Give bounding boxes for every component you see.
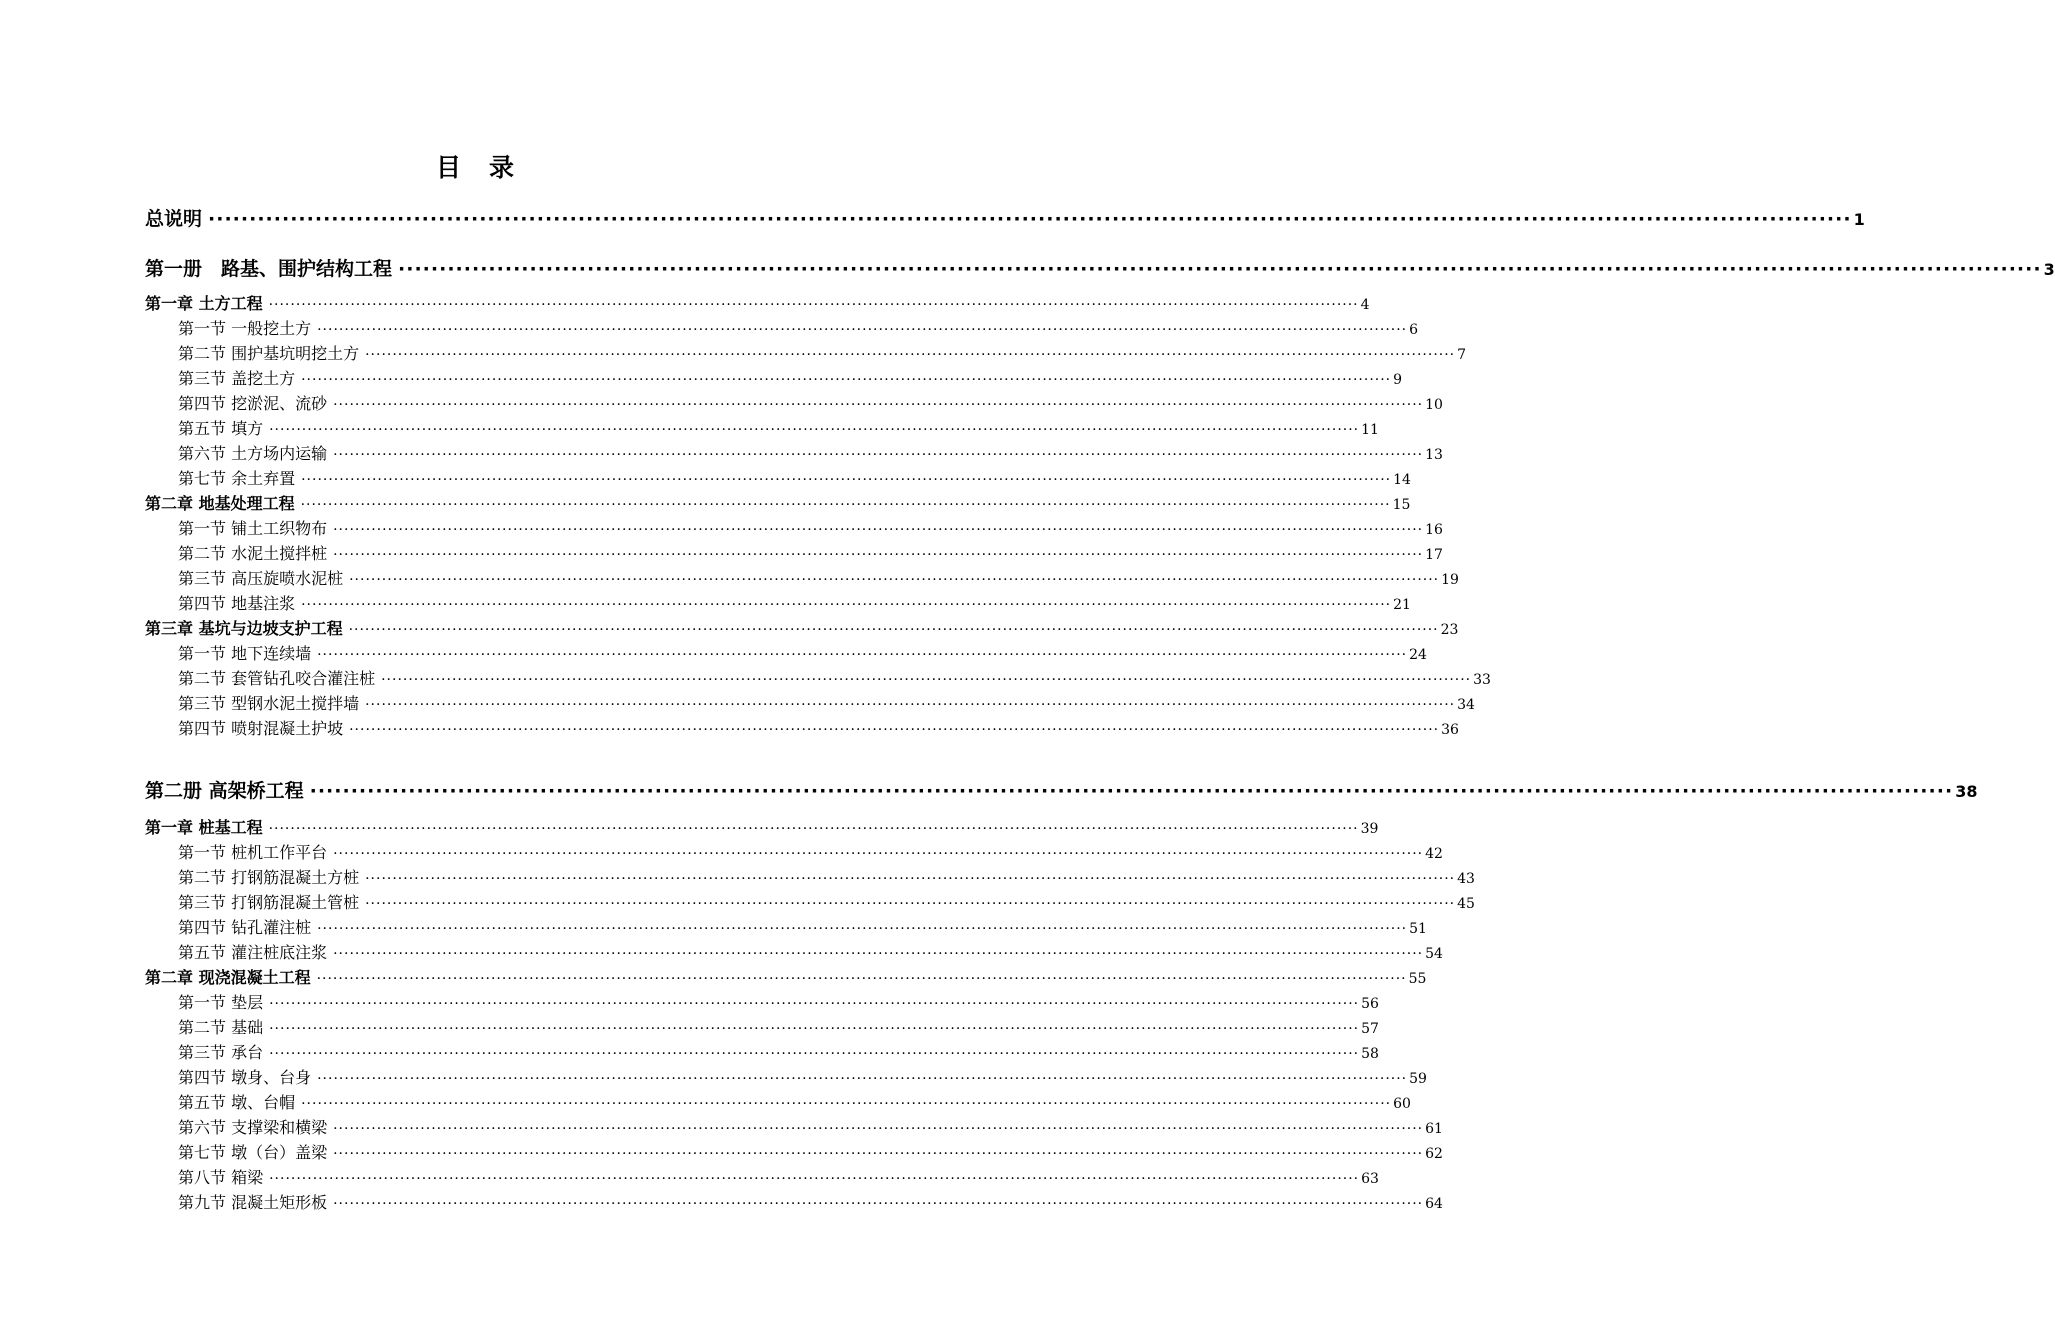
toc-entry-label: 第五节 墩、台帽 xyxy=(178,1093,296,1112)
toc-leader-dots: ········································································································································································································ xyxy=(317,647,1408,663)
toc-entry-label: 第二节 套管钻孔咬合灌注桩 xyxy=(178,669,376,688)
toc-entry-label: 第四节 地基注浆 xyxy=(178,594,296,613)
toc-entry-page: 36 xyxy=(1441,722,1459,738)
toc-entry-page: 19 xyxy=(1441,572,1459,588)
toc-section-entry[interactable] xyxy=(178,1040,1379,1063)
toc-chapter-entry[interactable] xyxy=(145,815,1379,838)
toc-leader-dots: ········································································································································································································ xyxy=(269,1021,1360,1037)
toc-leader-dots: ········································································································································································································ xyxy=(381,672,1472,688)
toc-entry-label: 第一节 桩机工作平台 xyxy=(178,843,328,862)
toc-leader-dots: ········································································································································································································ xyxy=(317,322,1408,338)
toc-leader-dots: ········································································································································································································ xyxy=(268,821,1359,837)
toc-entry-label: 第一节 垫层 xyxy=(178,993,264,1012)
toc-entry-page: 3 xyxy=(2043,260,2055,279)
toc-section-entry[interactable] xyxy=(178,1190,1443,1213)
toc-leader-dots: ········································································································································································································ xyxy=(349,722,1440,738)
toc-leader-dots: ········································································································································································································ xyxy=(365,871,1456,887)
toc-leader-dots: ········································································································································································································ xyxy=(301,1096,1392,1112)
toc-entry-label: 第一节 铺土工织物布 xyxy=(178,519,328,538)
toc-leader-dots: ········································································································································································································ xyxy=(269,996,1360,1012)
toc-entry-label: 第三节 高压旋喷水泥桩 xyxy=(178,569,344,588)
toc-leader-dots: ········································································································································································································ xyxy=(301,372,1392,388)
toc-section-entry[interactable] xyxy=(178,391,1443,414)
toc-section-entry[interactable] xyxy=(178,1140,1443,1163)
toc-leader-dots: ········································································································································································································ xyxy=(301,472,1392,488)
toc-entry-label: 第二节 基础 xyxy=(178,1018,264,1037)
toc-entry-label: 第二节 水泥土搅拌桩 xyxy=(178,544,328,563)
toc-entry-page: 60 xyxy=(1393,1096,1411,1112)
toc-entry-page: 11 xyxy=(1361,422,1379,438)
toc-leader-dots: ········································································································································································································ xyxy=(365,896,1456,912)
toc-leader-dots: ········································································································································································································ xyxy=(317,1071,1408,1087)
toc-entry-label: 第三节 型钢水泥土搅拌墙 xyxy=(178,694,360,713)
toc-entry-page: 24 xyxy=(1409,647,1427,663)
toc-leader-dots: ········································································································································································································ xyxy=(349,572,1440,588)
toc-title-right: 录 xyxy=(489,153,515,182)
toc-entry-page: 45 xyxy=(1457,896,1475,912)
toc-entry-label: 第二节 打钢筋混凝土方桩 xyxy=(178,868,360,887)
toc-part-entry[interactable] xyxy=(145,204,1865,231)
toc-section-entry[interactable] xyxy=(178,641,1427,664)
toc-entry-label: 第六节 土方场内运输 xyxy=(178,444,328,463)
toc-entry-page: 33 xyxy=(1473,672,1491,688)
toc-entry-label: 第八节 箱梁 xyxy=(178,1168,264,1187)
toc-entry-page: 57 xyxy=(1361,1021,1379,1037)
toc-section-entry[interactable] xyxy=(178,915,1427,938)
toc-chapter-entry[interactable] xyxy=(145,491,1411,514)
toc-section-entry[interactable] xyxy=(178,890,1475,913)
toc-chapter-entry[interactable] xyxy=(145,291,1370,314)
toc-leader-dots: ········································································································································································································ xyxy=(333,846,1424,862)
toc-entry-page: 7 xyxy=(1457,347,1467,363)
toc-leader-dots: ········································································································································································································ xyxy=(333,447,1424,463)
toc-leader-dots: ········································································································································································································ xyxy=(348,622,1439,638)
toc-leader-dots: ········································································································································································································ xyxy=(398,258,2042,280)
toc-entry-page: 56 xyxy=(1361,996,1379,1012)
toc-entry-label: 第二章 地基处理工程 xyxy=(145,494,295,513)
toc-leader-dots: ········································································································································································································ xyxy=(365,347,1456,363)
toc-entry-page: 43 xyxy=(1457,871,1475,887)
toc-entry-page: 6 xyxy=(1409,322,1419,338)
toc-section-entry[interactable] xyxy=(178,1115,1443,1138)
toc-section-entry[interactable] xyxy=(178,691,1475,714)
toc-leader-dots: ········································································································································································································ xyxy=(316,971,1407,987)
toc-leader-dots: ········································································································································································································ xyxy=(317,921,1408,937)
toc-section-entry[interactable] xyxy=(178,466,1411,489)
toc-section-entry[interactable] xyxy=(178,1065,1427,1088)
toc-entry-page: 10 xyxy=(1425,397,1443,413)
toc-section-entry[interactable] xyxy=(178,566,1459,589)
toc-leader-dots: ········································································································································································································ xyxy=(333,1121,1424,1137)
toc-entry-label: 第一章 桩基工程 xyxy=(145,818,263,837)
toc-entry-label: 第三节 承台 xyxy=(178,1043,264,1062)
toc-section-entry[interactable] xyxy=(178,416,1379,439)
toc-entry-page: 1 xyxy=(1853,210,1865,229)
toc-leader-dots: ········································································································································································································ xyxy=(269,422,1360,438)
toc-entry-page: 13 xyxy=(1425,447,1443,463)
toc-section-entry[interactable] xyxy=(178,541,1443,564)
toc-chapter-entry[interactable] xyxy=(145,965,1427,988)
toc-entry-page: 61 xyxy=(1425,1121,1443,1137)
toc-entry-label: 第三章 基坑与边坡支护工程 xyxy=(145,619,343,638)
toc-entry-label: 第二册 高架桥工程 xyxy=(145,780,304,802)
toc-entry-label: 第一节 一般挖土方 xyxy=(178,319,312,338)
toc-entry-label: 第四节 挖淤泥、流砂 xyxy=(178,394,328,413)
toc-entry-page: 15 xyxy=(1392,497,1411,513)
toc-leader-dots: ········································································································································································································ xyxy=(269,1046,1360,1062)
toc-entry-label: 第七节 墩（台）盖梁 xyxy=(178,1143,328,1162)
toc-entry-label: 第一节 地下连续墙 xyxy=(178,644,312,663)
toc-leader-dots: ········································································································································································································ xyxy=(300,497,1391,513)
toc-entry-page: 9 xyxy=(1393,372,1403,388)
toc-entry-page: 16 xyxy=(1425,522,1443,538)
toc-section-entry[interactable] xyxy=(178,990,1379,1013)
toc-leader-dots: ········································································································································································································ xyxy=(208,208,1852,230)
toc-leader-dots: ········································································································································································································ xyxy=(333,946,1424,962)
toc-leader-dots: ········································································································································································································ xyxy=(333,547,1424,563)
toc-section-entry[interactable] xyxy=(178,716,1459,739)
toc-part-entry[interactable] xyxy=(145,776,1978,803)
toc-entry-page: 23 xyxy=(1440,622,1459,638)
toc-entry-page: 55 xyxy=(1408,971,1427,987)
toc-entry-label: 第六节 支撑梁和横梁 xyxy=(178,1118,328,1137)
toc-entry-page: 62 xyxy=(1425,1146,1443,1162)
toc-entry-label: 第二章 现浇混凝土工程 xyxy=(145,968,311,987)
toc-entry-page: 63 xyxy=(1361,1171,1379,1187)
toc-leader-dots: ········································································································································································································ xyxy=(268,297,1359,313)
toc-section-entry[interactable] xyxy=(178,840,1443,863)
toc-leader-dots: ········································································································································································································ xyxy=(333,1146,1424,1162)
toc-entry-page: 34 xyxy=(1457,697,1475,713)
toc-entry-page: 21 xyxy=(1393,597,1411,613)
toc-section-entry[interactable] xyxy=(178,1090,1411,1113)
toc-entry-label: 第九节 混凝土矩形板 xyxy=(178,1193,328,1212)
toc-entry-label: 总说明 xyxy=(145,208,203,230)
toc-entry-label: 第二节 围护基坑明挖土方 xyxy=(178,344,360,363)
toc-leader-dots: ········································································································································································································ xyxy=(333,522,1424,538)
toc-entry-page: 14 xyxy=(1393,472,1411,488)
toc-leader-dots: ········································································································································································································ xyxy=(365,697,1456,713)
toc-section-entry[interactable] xyxy=(178,865,1475,888)
toc-entry-label: 第四节 钻孔灌注桩 xyxy=(178,918,312,937)
toc-leader-dots: ········································································································································································································ xyxy=(333,1196,1424,1212)
toc-leader-dots: ········································································································································································································ xyxy=(269,1171,1360,1187)
toc-section-entry[interactable] xyxy=(178,441,1443,464)
toc-entry-page: 58 xyxy=(1361,1046,1379,1062)
toc-entry-page: 51 xyxy=(1409,921,1427,937)
toc-entry-page: 4 xyxy=(1360,297,1370,313)
toc-leader-dots: ········································································································································································································ xyxy=(333,397,1424,413)
toc-chapter-entry[interactable] xyxy=(145,616,1459,639)
toc-entry-label: 第三节 打钢筋混凝土管桩 xyxy=(178,893,360,912)
toc-entry-label: 第四节 喷射混凝土护坡 xyxy=(178,719,344,738)
toc-entry-page: 39 xyxy=(1360,821,1379,837)
toc-entry-page: 64 xyxy=(1425,1196,1443,1212)
toc-entry-page: 54 xyxy=(1425,946,1443,962)
toc-section-entry[interactable] xyxy=(178,341,1467,364)
toc-section-entry[interactable] xyxy=(178,666,1491,689)
toc-section-entry[interactable] xyxy=(178,1015,1379,1038)
toc-entry-page: 42 xyxy=(1425,846,1443,862)
toc-entry-label: 第三节 盖挖土方 xyxy=(178,369,296,388)
toc-section-entry[interactable] xyxy=(178,366,1403,389)
toc-section-entry[interactable] xyxy=(178,591,1411,614)
toc-title-left: 目 xyxy=(435,153,461,182)
toc-title xyxy=(0,148,950,184)
toc-entry-page: 59 xyxy=(1409,1071,1427,1087)
toc-leader-dots: ········································································································································································································ xyxy=(301,597,1392,613)
toc-entry-label: 第一章 土方工程 xyxy=(145,294,263,313)
toc-entry-label: 第七节 余土弃置 xyxy=(178,469,296,488)
toc-section-entry[interactable] xyxy=(178,516,1443,539)
toc-entry-label: 第五节 填方 xyxy=(178,419,264,438)
toc-entry-label: 第五节 灌注桩底注浆 xyxy=(178,943,328,962)
toc-entry-page: 17 xyxy=(1425,547,1443,563)
toc-part-entry[interactable] xyxy=(145,254,2055,281)
toc-entry-label: 第一册 路基、围护结构工程 xyxy=(145,258,393,280)
toc-entry-page: 38 xyxy=(1955,782,1978,801)
toc-section-entry[interactable] xyxy=(178,316,1419,339)
toc-section-entry[interactable] xyxy=(178,1165,1379,1188)
toc-section-entry[interactable] xyxy=(178,940,1443,963)
toc-leader-dots: ········································································································································································································ xyxy=(309,780,1954,802)
toc-entry-label: 第四节 墩身、台身 xyxy=(178,1068,312,1087)
